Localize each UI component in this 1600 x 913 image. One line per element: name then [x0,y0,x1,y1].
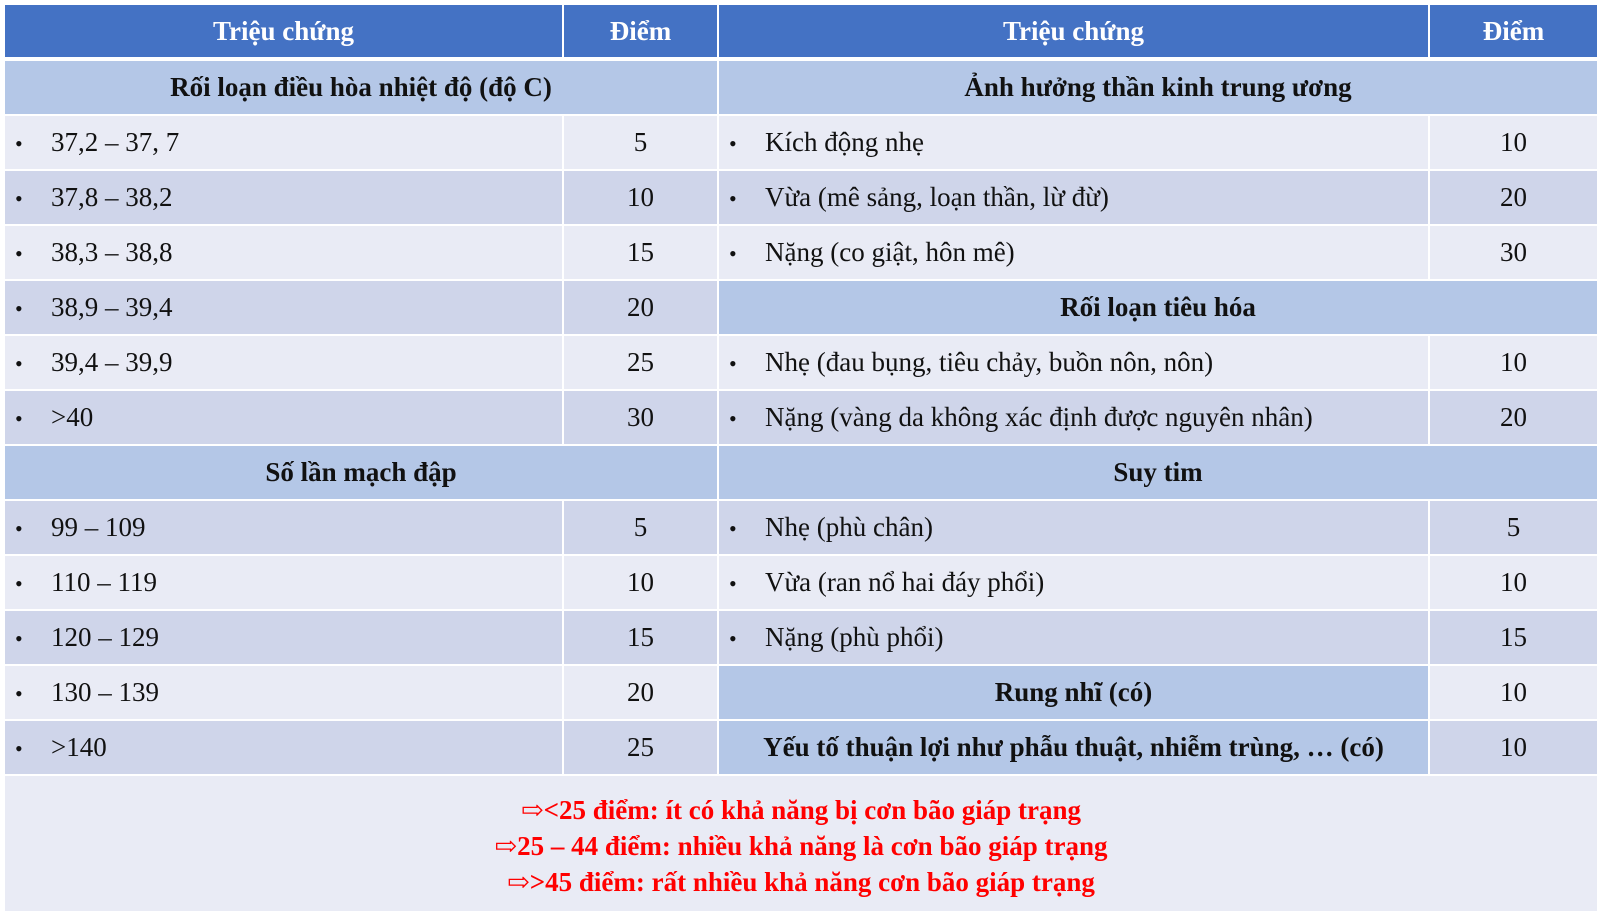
table-row [4,390,1598,445]
temperature-item [4,115,563,170]
temperature-points: 15 [563,225,718,280]
heart-failure-item [718,555,1429,610]
bullet-icon: • [15,681,23,706]
interpretation-line [5,792,1597,828]
cns-points: 20 [1429,170,1598,225]
table-header-row [4,4,1598,59]
bullet-icon: • [15,571,23,596]
temperature-item [4,225,563,280]
pulse-item [4,555,563,610]
bullet-icon: • [15,241,23,266]
table-row [4,335,1598,390]
section-heart-failure: Suy tim [718,445,1598,500]
gi-points: 10 [1429,335,1598,390]
item-label: Vừa (mê sảng, loạn thần, lừ đừ) [765,182,1109,212]
arrow-right-icon: ⇨ [494,830,518,861]
interpretation-text: 25 – 44 điểm: nhiều khả năng là cơn bão giáp trạng [517,830,1108,861]
bullet-icon: • [15,296,23,321]
section-precipitant: Yếu tố thuận lợi như phẫu thuật, nhiễm trùng, … (có) [718,720,1429,775]
pulse-item [4,500,563,555]
bullet-icon: • [729,241,737,266]
afib-points: 10 [1429,665,1598,720]
interpretation-text: >45 điểm: rất nhiều khả năng cơn bão giáp trạng [529,866,1095,897]
bullet-icon: • [15,516,23,541]
table-row [4,720,1598,775]
bullet-icon: • [15,186,23,211]
bullet-icon: • [15,131,23,156]
item-label: >40 [51,402,94,432]
interpretation-box [4,775,1598,912]
table-row [4,555,1598,610]
temperature-item [4,335,563,390]
bullet-icon: • [729,131,737,156]
precipitant-points: 10 [1429,720,1598,775]
heart-failure-item [718,610,1429,665]
section-temperature: Rối loạn điều hòa nhiệt độ (độ C) [4,59,718,115]
bullet-icon: • [729,626,737,651]
table-row [4,280,1598,335]
temperature-points: 30 [563,390,718,445]
table-row [4,59,1598,115]
table-row [4,665,1598,720]
temperature-points: 5 [563,115,718,170]
temperature-item [4,390,563,445]
header-symptom-left: Triệu chứng [4,4,563,59]
item-label: Nặng (phù phổi) [765,622,944,652]
temperature-item [4,170,563,225]
item-label: Nhẹ (phù chân) [765,512,933,542]
interpretation-text: <25 điểm: ít có khả năng bị cơn bão giáp trạng [543,794,1082,825]
pulse-points: 25 [563,720,718,775]
temperature-points: 25 [563,335,718,390]
pulse-item [4,610,563,665]
bullet-icon: • [15,736,23,761]
gi-points: 20 [1429,390,1598,445]
section-gi: Rối loạn tiêu hóa [718,280,1598,335]
section-cns: Ảnh hưởng thần kinh trung ương [718,59,1598,115]
pulse-points: 15 [563,610,718,665]
header-points-right: Điểm [1429,4,1598,59]
item-label: 38,9 – 39,4 [51,292,173,322]
gi-item [718,335,1429,390]
item-label: 130 – 139 [51,677,159,707]
header-points-left: Điểm [563,4,718,59]
item-label: 38,3 – 38,8 [51,237,173,267]
pulse-item [4,665,563,720]
item-label: Nặng (co giật, hôn mê) [765,237,1015,267]
item-label: 37,2 – 37, 7 [51,127,180,157]
cns-points: 10 [1429,115,1598,170]
table-row [4,500,1598,555]
bullet-icon: • [729,351,737,376]
heart-failure-points: 10 [1429,555,1598,610]
arrow-right-icon: ⇨ [520,794,544,825]
scoring-table-container [3,3,1597,913]
item-label: 110 – 119 [51,567,157,597]
temperature-item [4,280,563,335]
cns-item [718,225,1429,280]
item-label: Nặng (vàng da không xác định được nguyên nhân) [765,402,1313,432]
item-label: Kích động nhẹ [765,127,924,157]
heart-failure-points: 5 [1429,500,1598,555]
interpretation-line [5,864,1597,900]
bullet-icon: • [729,406,737,431]
bullet-icon: • [729,516,737,541]
cns-item [718,115,1429,170]
bullet-icon: • [729,571,737,596]
table-row [4,115,1598,170]
item-label: 37,8 – 38,2 [51,182,173,212]
pulse-points: 10 [563,555,718,610]
item-label: >140 [51,732,107,762]
heart-failure-points: 15 [1429,610,1598,665]
table-row [4,225,1598,280]
interpretation-line [5,828,1597,864]
pulse-points: 20 [563,665,718,720]
item-label: Nhẹ (đau bụng, tiêu chảy, buồn nôn, nôn) [765,347,1214,377]
temperature-points: 10 [563,170,718,225]
cns-points: 30 [1429,225,1598,280]
item-label: Vừa (ran nổ hai đáy phổi) [765,567,1045,597]
pulse-item [4,720,563,775]
table-row [4,170,1598,225]
arrow-right-icon: ⇨ [507,866,530,897]
header-symptom-right: Triệu chứng [718,4,1429,59]
item-label: 99 – 109 [51,512,146,542]
pulse-points: 5 [563,500,718,555]
bullet-icon: • [15,351,23,376]
interpretation-row [4,775,1598,912]
item-label: 39,4 – 39,9 [51,347,173,377]
section-pulse: Số lần mạch đập [4,445,718,500]
bullet-icon: • [15,406,23,431]
cns-item [718,170,1429,225]
bullet-icon: • [729,186,737,211]
temperature-points: 20 [563,280,718,335]
bullet-icon: • [15,626,23,651]
thyroid-storm-score-table [3,3,1599,913]
section-afib: Rung nhĩ (có) [718,665,1429,720]
heart-failure-item [718,500,1429,555]
item-label: 120 – 129 [51,622,159,652]
gi-item [718,390,1429,445]
table-row [4,610,1598,665]
table-row [4,445,1598,500]
